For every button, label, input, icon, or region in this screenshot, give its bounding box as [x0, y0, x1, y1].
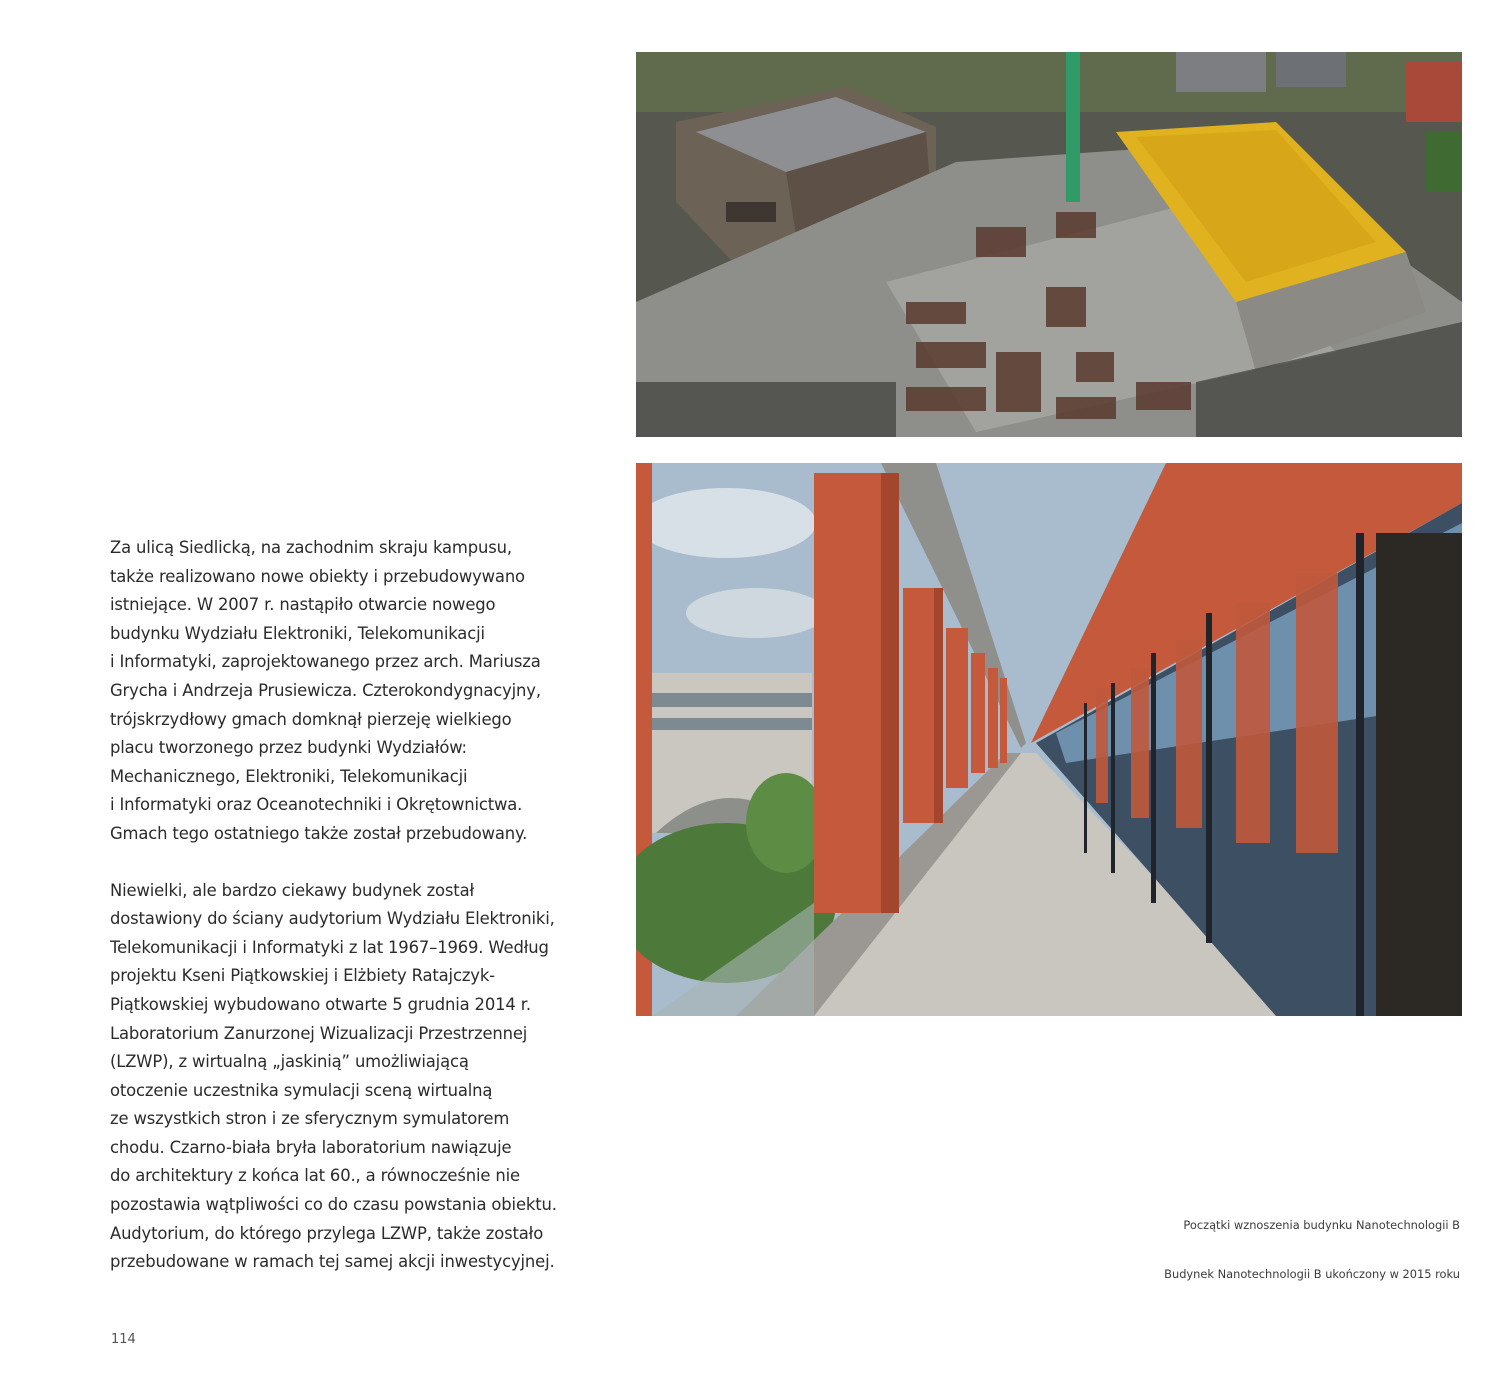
text-line: Niewielki, ale bardzo ciekawy budynek został	[110, 880, 474, 900]
text-line: Telekomunikacji i Informatyki z lat 1967–1969. Według	[110, 937, 549, 957]
text-line: i Informatyki, zaprojektowanego przez arch. Mariusza	[110, 652, 541, 672]
text-line: ze wszystkich stron i ze sferycznym symulatorem	[110, 1109, 510, 1129]
paragraph-gap	[110, 849, 610, 877]
text-line: Grycha i Andrzeja Prusiewicza. Czterokondygnacyjny,	[110, 680, 541, 700]
text-line: także realizowano nowe obiekty i przebudowywano	[110, 566, 525, 586]
caption-construction: Początki wznoszenia budynku Nanotechnologii B	[1183, 1218, 1460, 1232]
construction-site-illustration	[636, 52, 1462, 437]
text-line: Za ulicą Siedlicką, na zachodnim skraju kampusu,	[110, 538, 512, 557]
corridor-photo	[636, 463, 1462, 1016]
text-line: przebudowane w ramach tej samej akcji inwestycyjnej.	[110, 1252, 555, 1272]
text-line: do architektury z końca lat 60., a równocześnie nie	[110, 1166, 520, 1186]
text-line: Mechanicznego, Elektroniki, Telekomunikacji	[110, 766, 468, 786]
page-number: 114	[111, 1332, 136, 1347]
corridor-illustration	[636, 463, 1462, 1016]
caption-corridor: Budynek Nanotechnologii B ukończony w 2015 roku	[1164, 1267, 1460, 1281]
construction-site-photo	[636, 52, 1462, 437]
text-line: pozostawia wątpliwości co do czasu powstania obiektu.	[110, 1195, 557, 1215]
text-line: i Informatyki oraz Oceanotechniki i Okrętownictwa.	[110, 795, 523, 815]
paragraph-1	[110, 534, 610, 849]
body-text	[110, 534, 610, 1277]
text-line: Gmach tego ostatniego także został przebudowany.	[110, 823, 528, 843]
text-line: chodu. Czarno-biała bryła laboratorium nawiązuje	[110, 1137, 512, 1157]
text-line: istniejące. W 2007 r. nastąpiło otwarcie nowego	[110, 595, 496, 615]
text-line: dostawiony do ściany audytorium Wydziału Elektroniki,	[110, 909, 555, 929]
text-line: budynku Wydziału Elektroniki, Telekomunikacji	[110, 623, 485, 643]
photo-captions	[1164, 1217, 1460, 1282]
text-line: Audytorium, do którego przylega LZWP, także zostało	[110, 1223, 544, 1243]
text-line: (LZWP), z wirtualną „jaskinią” umożliwiającą	[110, 1052, 469, 1072]
text-line: Laboratorium Zanurzonej Wizualizacji Przestrzennej	[110, 1023, 528, 1043]
text-line: Piątkowskiej wybudowano otwarte 5 grudnia 2014 r.	[110, 994, 531, 1014]
text-line: projektu Kseni Piątkowskiej i Elżbiety Ratajczyk-	[110, 966, 495, 986]
text-line: placu tworzonego przez budynki Wydziałów:	[110, 738, 467, 758]
text-line: trójskrzydłowy gmach domknął pierzeję wielkiego	[110, 709, 512, 729]
text-line: otoczenie uczestnika symulacji sceną wirtualną	[110, 1080, 493, 1100]
paragraph-2	[110, 877, 610, 1277]
